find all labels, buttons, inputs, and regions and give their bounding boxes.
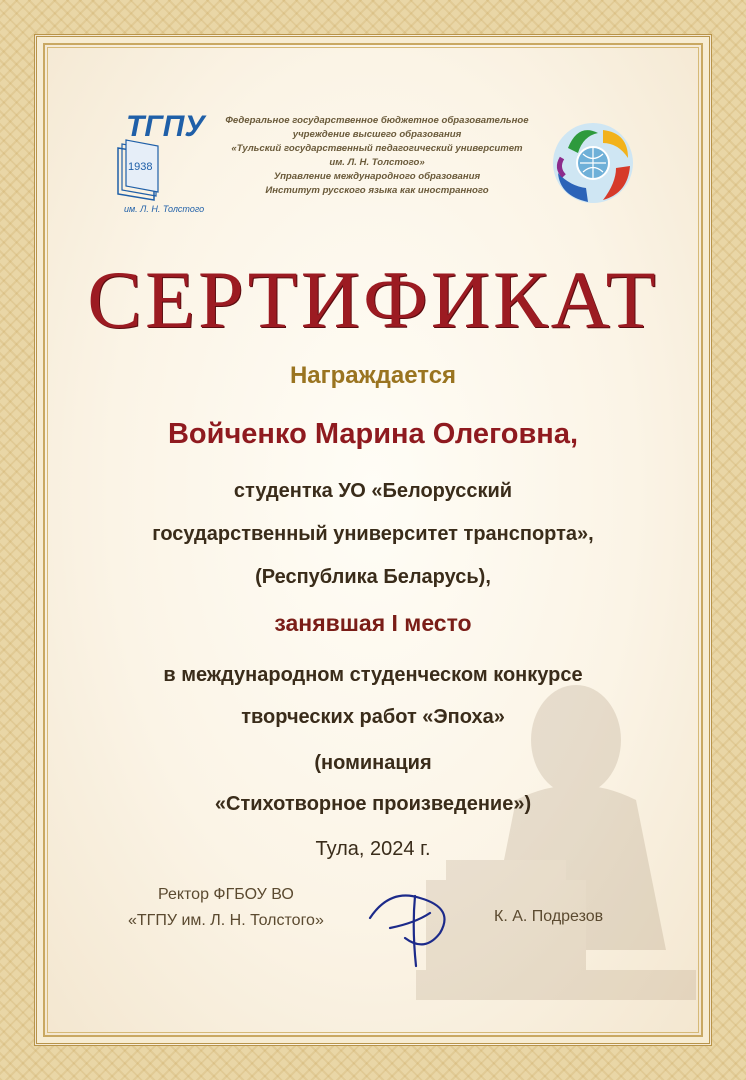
- rector-title-line: «ТГПУ им. Л. Н. Толстого»: [128, 912, 324, 929]
- recipient-affiliation-line: государственный университет транспорта»,: [152, 523, 594, 545]
- recipient-name: Войченко Марина Олеговна,: [167, 418, 579, 450]
- city-year: Тула, 2024 г.: [315, 838, 431, 860]
- place-awarded: занявшая I место: [274, 610, 472, 636]
- header-line: учреждение высшего образования: [292, 129, 462, 140]
- header-line: Федеральное государственное бюджетное образовательное: [225, 115, 529, 126]
- header-line: «Тульский государственный педагогический университет: [231, 143, 523, 154]
- rector-title: [128, 882, 324, 934]
- contest-line: в международном студенческом конкурсе: [163, 664, 583, 686]
- nomination-label: (номинация: [314, 752, 432, 774]
- institute-emblem: [548, 118, 638, 208]
- header-line: Управление международного образования: [273, 171, 481, 182]
- rector-title-line: Ректор ФГБОУ ВО: [157, 886, 294, 903]
- logo-caption: им. Л. Н. Толстого: [124, 204, 205, 214]
- awarded-label: Награждается: [289, 362, 457, 389]
- recipient-country: (Республика Беларусь),: [255, 566, 491, 588]
- certificate-title: СЕРТИФИКАТ: [87, 254, 659, 345]
- header-line: Институт русского языка как иностранного: [265, 185, 489, 196]
- handwritten-signature: [360, 878, 480, 968]
- logo-year: 1938: [128, 161, 153, 173]
- tgpu-logo: [110, 108, 210, 218]
- nomination-name: «Стихотворное произведение»): [214, 793, 532, 815]
- recipient-affiliation-line: студентка УО «Белорусский: [233, 480, 513, 502]
- signer-name: К. А. Подрезов: [494, 908, 604, 925]
- header-line: им. Л. Н. Толстого»: [329, 157, 425, 168]
- contest-line: творческих работ «Эпоха»: [241, 706, 505, 728]
- institution-header: [212, 114, 542, 198]
- logo-abbr: ТГПУ: [126, 110, 205, 143]
